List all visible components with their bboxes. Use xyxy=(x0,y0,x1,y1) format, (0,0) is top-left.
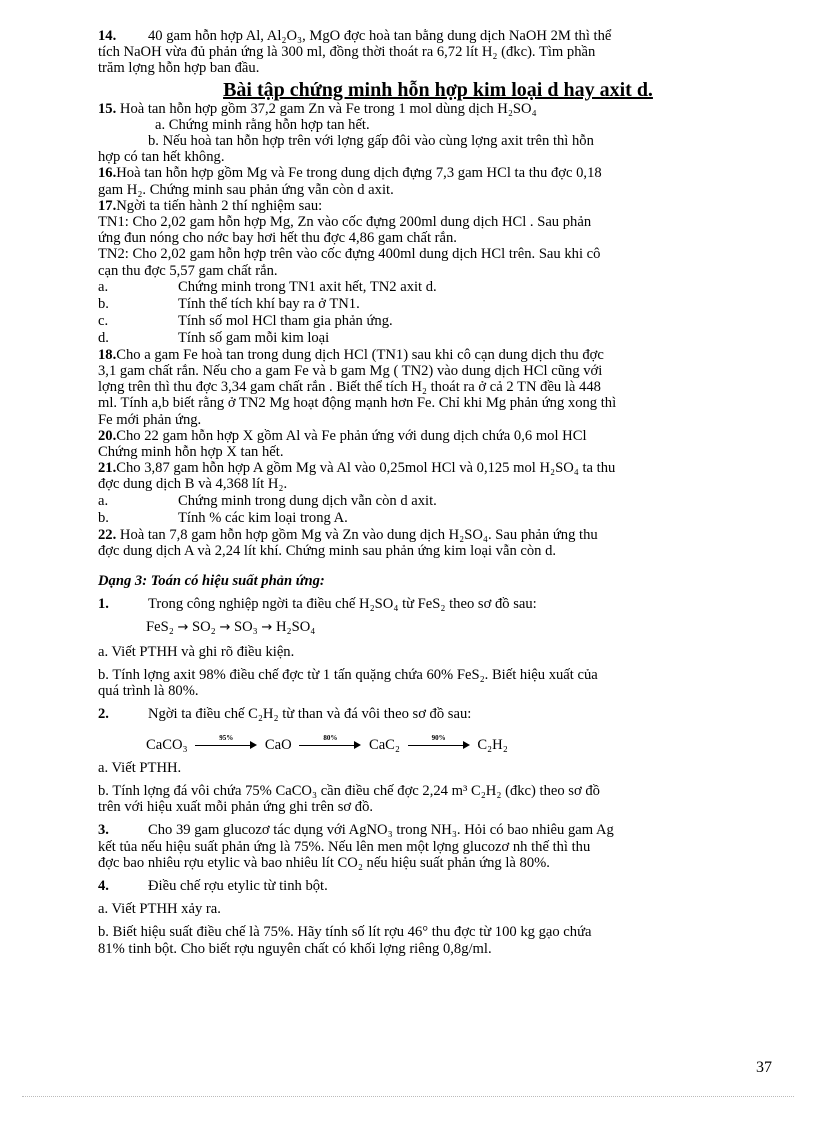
text-line: Trong công nghiệp ngời ta điều chế H₂SO₄ từ FeS₂ theo sơ đồ sau: xyxy=(148,596,537,613)
text-line: b. Nếu hoà tan hỗn hợp trên với lợng gấp đôi vào cùng lợng axit trên thì hỗn xyxy=(148,133,594,150)
item-text: Chứng minh trong dung dịch vẫn còn d axit. xyxy=(178,492,437,509)
item-label: c. xyxy=(98,312,109,329)
problem-21 xyxy=(98,460,778,476)
text-line: a. Viết PTHH xảy ra. xyxy=(98,901,221,918)
problem-number: 18. xyxy=(98,346,117,363)
problem-14 xyxy=(98,28,778,44)
yield-arrow-icon xyxy=(299,734,361,750)
question-2 xyxy=(98,706,778,722)
text-line: Chứng minh hỗn hợp X tan hết. xyxy=(98,444,284,461)
text-line: Ngời ta điều chế C₂H₂ từ than và đá vôi theo sơ đồ sau: xyxy=(148,706,472,723)
item-label: d. xyxy=(98,329,109,346)
problem-number: 21. xyxy=(98,460,117,477)
list-item xyxy=(98,313,778,330)
text-line: Hoà tan hỗn hợp gồm Mg và Fe trong dung dịch đựng 7,3 gam HCl ta thu đợc 0,18 xyxy=(116,165,602,182)
text-line: trăm lợng hỗn hợp ban đầu. xyxy=(98,60,260,77)
text-line: b. Biết hiệu suất điều chế là 75%. Hãy tính số lít rợu 46° thu đợc từ 100 kg gạo chứa xyxy=(98,924,592,941)
text-line: đợc bao nhiêu rợu etylic và bao nhiêu lít CO₂ nếu hiệu suất phản ứng là 80%. xyxy=(98,854,550,871)
text-line: b. Tính lợng đá vôi chứa 75% CaCO₃ cần điều chế đợc 2,24 m³ C₂H₂ (đkc) theo sơ đồ xyxy=(98,782,600,799)
text-line: TN2: Cho 2,02 gam hỗn hợp trên vào cốc đựng 400ml dung dịch HCl trên. Sau khi cô xyxy=(98,246,601,263)
text-line: Cho 22 gam hỗn hợp X gồm Al và Fe phản ứng với dung dịch chứa 0,6 mol HCl xyxy=(116,427,587,444)
problem-number: 14. xyxy=(98,28,117,44)
text-line: 40 gam hỗn hợp Al, Al₂O₃, MgO đợc hoà tan bằng dung dịch NaOH 2M thì thể xyxy=(148,28,612,44)
arrow-icon: → xyxy=(177,620,189,636)
page-border xyxy=(22,1096,794,1097)
text-line: Hoà tan hỗn hợp gồm 37,2 gam Zn và Fe trong 1 mol dùng dịch H₂SO₄ xyxy=(119,100,537,117)
problem-number: 20. xyxy=(98,427,117,444)
document-page xyxy=(98,28,778,957)
problem-number: 17. xyxy=(98,197,117,214)
text-line: 81% tinh bột. Cho biết rợu nguyên chất có khối lợng riêng 0,8g/ml. xyxy=(98,940,492,957)
formula: CaCO₃ xyxy=(146,736,188,753)
item-label: a. xyxy=(98,278,109,295)
text-line: Cho 39 gam glucozơ tác dụng với AgNO₃ trong NH₃. Hỏi có bao nhiêu gam Ag xyxy=(148,822,614,839)
item-text: Chứng minh trong TN1 axit hết, TN2 axit d. xyxy=(178,278,437,295)
question-1 xyxy=(98,596,778,612)
text-line: quá trình là 80%. xyxy=(98,683,199,700)
text-line: hợp có tan hết không. xyxy=(98,149,225,166)
problem-16 xyxy=(98,165,778,181)
text-line: ml. Tính a,b biết rằng ở TN2 Mg hoạt động mạnh hơn Fe. Chỉ khi Mg phản ứng xong thì xyxy=(98,395,617,412)
text-line: Điều chế rợu etylic từ tinh bột. xyxy=(148,877,328,894)
item-label: a. xyxy=(98,492,109,509)
problem-22 xyxy=(98,527,778,543)
question-number: 4. xyxy=(98,877,109,894)
list-item xyxy=(98,279,778,296)
formula: CaO xyxy=(264,736,292,753)
formula: SO₃ xyxy=(234,619,258,636)
text-line: lợng trên thì thu đợc 3,34 gam chất rắn . Biết thể tích H₂ thoát ra ở cả 2 TN đều là 448 xyxy=(98,379,601,396)
item-text: Tính thể tích khí bay ra ở TN1. xyxy=(178,295,360,312)
question-number: 3. xyxy=(98,822,109,839)
list-item xyxy=(98,330,778,347)
text-line: a. Viết PTHH. xyxy=(98,759,182,776)
text-line: 3,1 gam chất rắn. Nếu cho a gam Fe và b gam Mg ( TN2) vào dung dịch HCl cũng với xyxy=(98,363,603,380)
text-line: a. Chứng minh rằng hỗn hợp tan hết. xyxy=(155,116,370,133)
text-line: tích NaOH vừa đủ phản ứng là 300 ml, đồng thời thoát ra 6,72 lít H₂ (đkc). Tìm phần xyxy=(98,44,596,61)
problem-number: 16. xyxy=(98,165,117,182)
text-line: b. Tính lợng axit 98% điều chế đợc từ 1 tấn quặng chứa 60% FeS₂. Biết hiệu xuất của xyxy=(98,666,598,683)
problem-number: 22. xyxy=(98,526,117,543)
text-line: ứng đun nóng cho nớc bay hơi hết thu đợc 4,86 gam chất rắn. xyxy=(98,230,457,247)
question-number: 1. xyxy=(98,596,109,613)
item-label: b. xyxy=(98,295,109,312)
question-4 xyxy=(98,878,778,894)
text-line: đợc dung dịch B và 4,368 lít H₂. xyxy=(98,476,288,493)
list-item xyxy=(98,493,778,510)
text-line: gam H₂. Chứng minh sau phản ứng vẫn còn d axit. xyxy=(98,181,394,198)
text-line: Hoà tan 7,8 gam hỗn hợp gồm Mg và Zn vào dung dịch H₂SO₄. Sau phản ứng thu xyxy=(119,526,598,543)
problem-number: 15. xyxy=(98,100,117,117)
item-label: b. xyxy=(98,509,109,526)
text-line: TN1: Cho 2,02 gam hỗn hợp Mg, Zn vào cốc đựng 200ml dung dịch HCl . Sau phản xyxy=(98,214,592,231)
yield-arrow-icon xyxy=(408,734,470,750)
list-item xyxy=(98,296,778,313)
reaction-scheme xyxy=(98,734,778,753)
text-line: cạn thu đợc 5,57 gam chất rắn. xyxy=(98,262,278,279)
text-line: kết tủa nếu hiệu suất phản ứng là 75%. Nếu lên men một lợng glucozơ nh thế thì thu xyxy=(98,838,591,855)
section-heading: Bài tập chứng minh hỗn hợp kim loại d hay axit d. xyxy=(223,78,653,101)
page-number: 37 xyxy=(756,1059,772,1076)
formula: FeS₂ xyxy=(146,619,174,636)
problem-18 xyxy=(98,347,778,363)
problem-20 xyxy=(98,428,778,444)
list-item xyxy=(98,510,778,527)
formula: C₂H₂ xyxy=(477,736,508,753)
text-line: Cho a gam Fe hoà tan trong dung dịch HCl (TN1) sau khi cô cạn dung dịch thu đợc xyxy=(116,346,604,363)
item-text: Tính số gam mỗi kim loại xyxy=(178,329,330,346)
formula: CaC₂ xyxy=(368,736,401,753)
text-line: a. Viết PTHH và ghi rõ điều kiện. xyxy=(98,643,295,660)
yield-label: 80% xyxy=(323,734,338,743)
section-subheading: Dạng 3: Toán có hiệu suất phản ứng: xyxy=(98,573,325,590)
text-line: trên với hiệu xuất mỗi phản ứng ghi trên sơ đồ. xyxy=(98,799,374,816)
arrow-icon: → xyxy=(261,620,273,636)
formula: H₂SO₄ xyxy=(275,619,316,636)
yield-label: 90% xyxy=(431,734,446,743)
text-line: đợc dung dịch A và 2,24 lít khí. Chứng minh sau phản ứng kim loại vẫn còn d. xyxy=(98,542,557,559)
item-text: Tính % các kim loại trong A. xyxy=(178,509,348,526)
yield-label: 95% xyxy=(219,734,234,743)
arrow-icon: → xyxy=(219,620,231,636)
problem-17 xyxy=(98,198,778,214)
yield-arrow-icon xyxy=(195,734,257,750)
text-line: Fe mới phản ứng. xyxy=(98,411,202,428)
question-3 xyxy=(98,822,778,838)
problem-15 xyxy=(98,101,778,117)
text-line: Cho 3,87 gam hỗn hợp A gồm Mg và Al vào 0,25mol HCl và 0,125 mol H₂SO₄ ta thu xyxy=(116,460,616,477)
formula: SO₂ xyxy=(192,619,216,636)
question-number: 2. xyxy=(98,706,109,723)
text-line: Ngời ta tiến hành 2 thí nghiệm sau: xyxy=(116,197,323,214)
reaction-scheme xyxy=(98,619,778,636)
item-text: Tính số mol HCl tham gia phản ứng. xyxy=(178,312,393,329)
